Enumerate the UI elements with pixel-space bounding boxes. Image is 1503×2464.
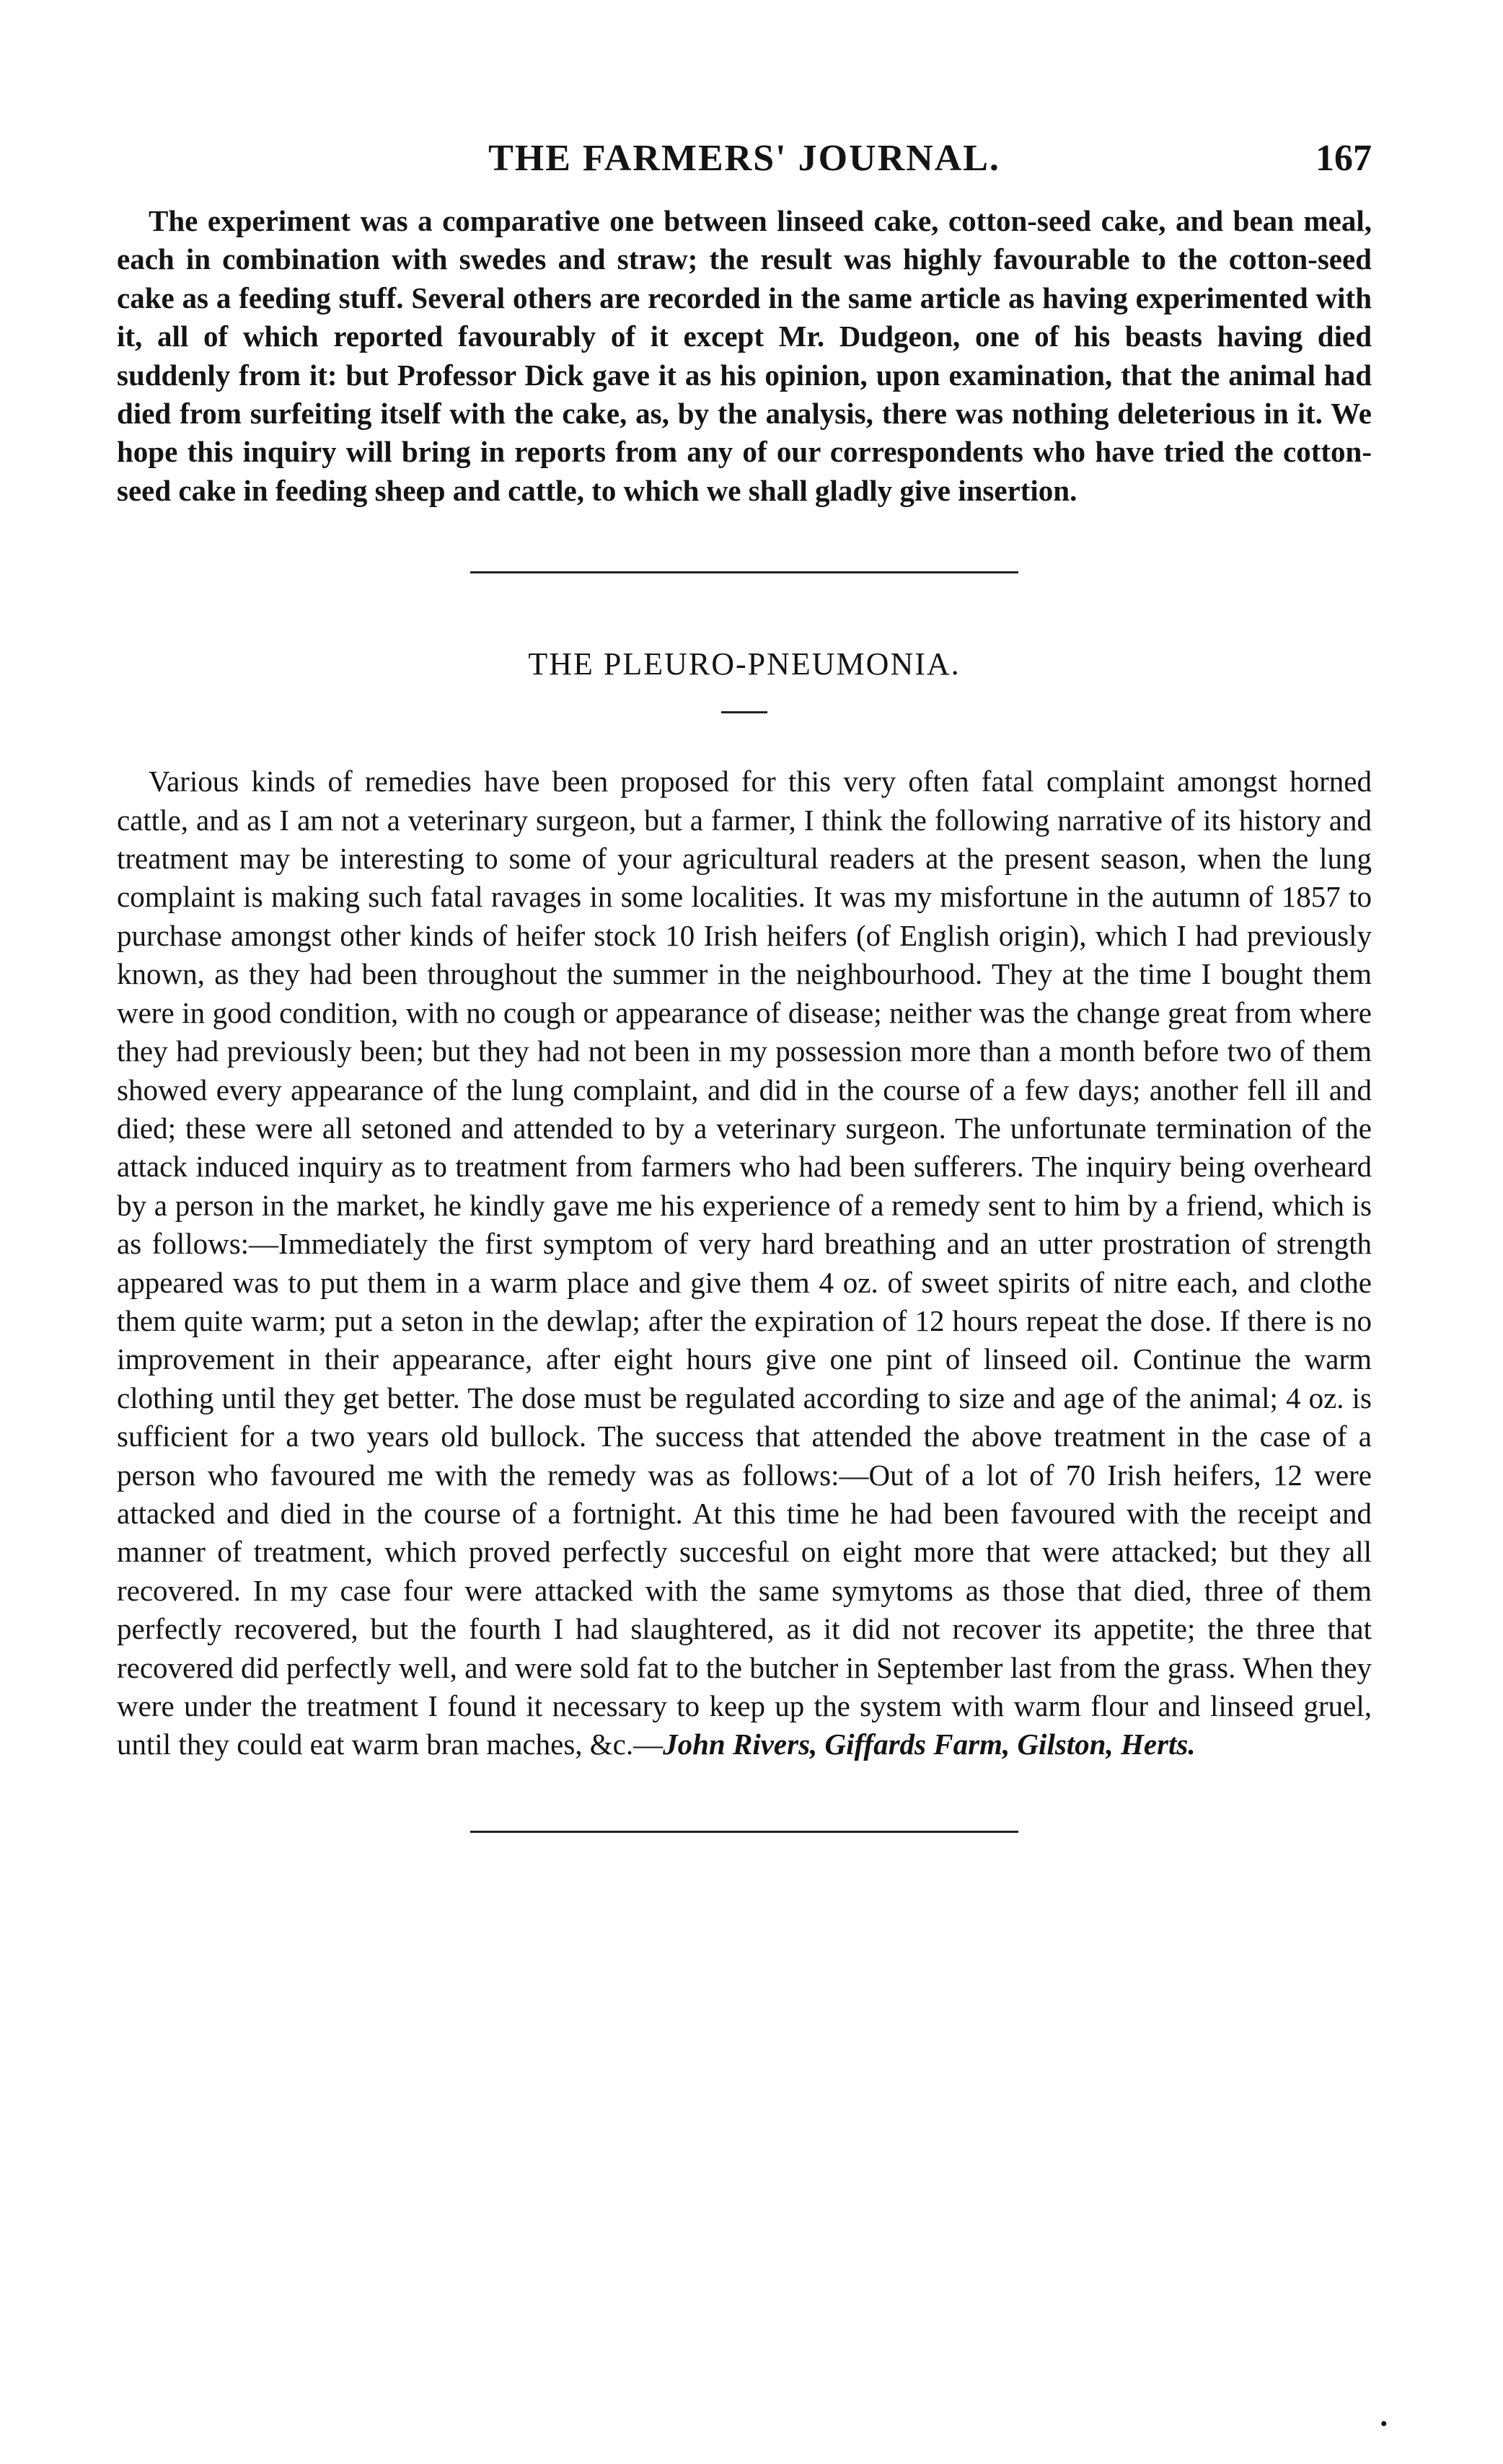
page-number: 167 [1315, 138, 1372, 179]
stray-mark: • [1380, 2412, 1388, 2436]
article-continuation-paragraph: The experiment was a comparative one between linseed cake, cotton-seed cake, and bean meal, each in combination with swedes and straw; the result was highly favourable to the cotton-seed cake as a feeding stuff. Several others are recorded in the same article as having experimented with it, all of which reported favourably of it except Mr. Dudgeon, one of his beasts having died suddenly from it: but Professor Dick gave it as his opinion, upon examination, that the animal had died from surfeiting itself with the cake, as, by the analysis, there was nothing deleterious in it. We hope this inquiry will bring in reports from any of our correspondents who have tried the cotton-seed cake in feeding sheep and cattle, to which we shall gladly give insertion. [117, 204, 1372, 507]
end-divider [470, 1831, 1018, 1833]
running-title: THE FARMERS' JOURNAL. [488, 138, 1000, 179]
running-head [117, 137, 1372, 202]
article-title: THE PLEURO-PNEUMONIA. [528, 646, 961, 682]
article-body-text: Various kinds of remedies have been proposed for this very often fatal complaint amongst horned cattle, and as I am not a veterinary surgeon, but a farmer, I think the following narrative of its history and treatment may be interesting to some of your agricultural readers at the present season, when the lung complaint is making such fatal ravages in some localities. It was my misfortune in the autumn of 1857 to purchase amongst other kinds of heifer stock 10 Irish heifers (of English origin), which I had previously known, as they had been throughout the summer in the neighbourhood. They at the time I bought them were in good condition, with no cough or appearance of disease; neither was the change great from where they had previously been; but they had not been in my possession more than a month before two of them showed every appearance of the lung complaint, and did in the course of a few days; another fell ill and died; these were all setoned and attended to by a veterinary surgeon. The unfortunate termination of the attack induced inquiry as to treatment from farmers who had been sufferers. The inquiry being overheard by a person in the market, he kindly gave me his experience of a remedy sent to him by a friend, which is as follows:—Immediately the first symptom of very hard breathing and an utter prostration of strength appeared was to put them in a warm place and give them 4 oz. of sweet spirits of nitre each, and clothe them quite warm; put a seton in the dewlap; after the expiration of 12 hours repeat the dose. If there is no improvement in their appearance, after eight hours give one pint of linseed oil. Continue the warm clothing until they get better. The dose must be regulated according to size and age of the animal; 4 oz. is sufficient for a two years old bullock. The success that attended the above treatment in the case of a person who favoured me with the remedy was as follows:—Out of a lot of 70 Irish heifers, 12 were attacked and died in the course of a fortnight. At this time he had been favoured with the receipt and manner of treatment, which proved perfectly succesful on eight more that were attacked; but they all recovered. In my case four were attacked with the same symytoms as those that died, three of them perfectly recovered, but the fourth I had slaughtered, as it did not recover its appetite; the three that recovered did perfectly well, and were sold fat to the butcher in September last from the grass. When they were under the treatment I found it necessary to keep up the system with warm flour and linseed gruel, until they could eat warm bran maches, &c.— [117, 765, 1372, 1761]
article-body-paragraph [117, 762, 1372, 1764]
page [117, 137, 1372, 1833]
author-signature: John Rivers, Giffards Farm, Gilston, Herts. [663, 1728, 1196, 1761]
title-short-rule [721, 711, 767, 713]
section-divider [470, 571, 1018, 573]
